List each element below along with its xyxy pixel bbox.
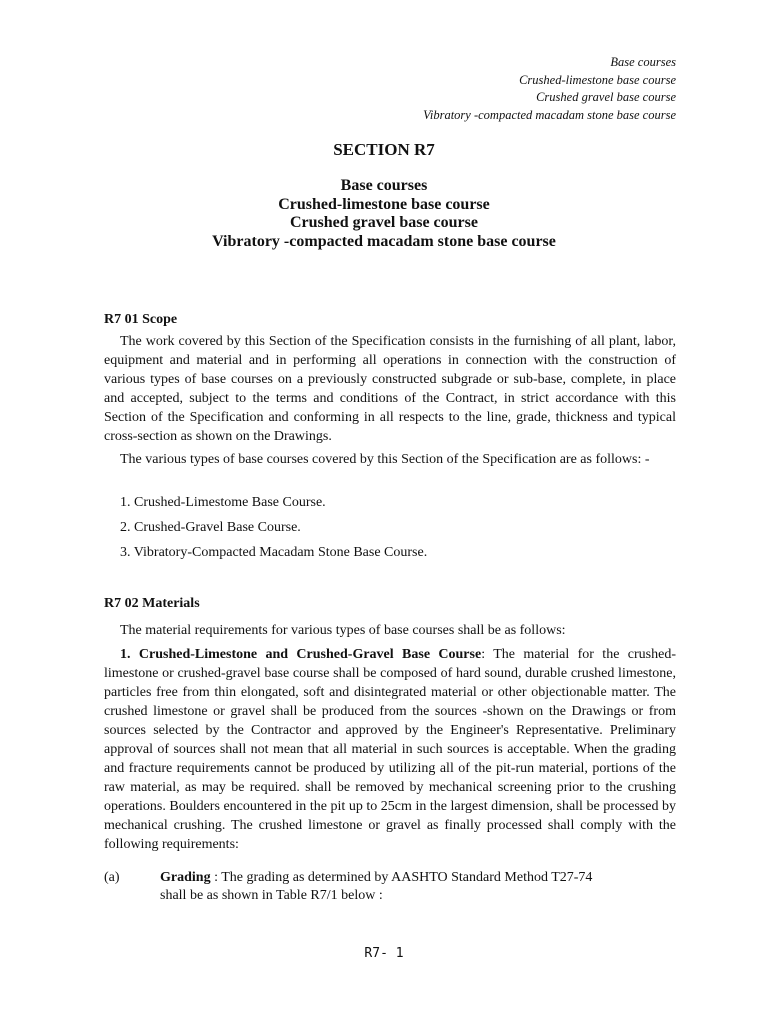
running-header-line: Crushed gravel base course <box>536 90 676 104</box>
running-header <box>423 54 676 124</box>
section-title: SECTION R7 <box>333 140 435 159</box>
grading-item <box>104 869 676 905</box>
scope-types-paragraph: The various types of base courses covered by this Section of the Specification are as follows: - <box>120 452 650 467</box>
section-subtitles <box>0 177 768 251</box>
scope-heading: R7 01 Scope <box>104 312 178 327</box>
grading-item-text: : The grading as determined by AASHTO Standard Method T27-74 <box>210 870 593 885</box>
grading-item-label: (a) <box>104 870 120 885</box>
materials-heading: R7 02 Materials <box>104 596 200 611</box>
section-subtitle: Base courses <box>340 177 428 194</box>
section-subtitle: Vibratory -compacted macadam stone base course <box>212 232 556 250</box>
materials-item-1 <box>104 645 676 854</box>
running-header-line: Base courses <box>610 55 676 69</box>
materials-item-1-lead: 1. Crushed-Limestone and Crushed-Gravel Base Course <box>120 647 482 662</box>
scope-body <box>104 332 676 446</box>
running-header-line: Crushed-limestone base course <box>519 72 676 87</box>
scope-types <box>104 450 676 469</box>
grading-item-lead: Grading <box>160 870 211 885</box>
materials-intro: The material requirements for various types of base courses shall be as follows: <box>120 623 566 638</box>
running-header-line: Vibratory -compacted macadam stone base course <box>423 107 676 122</box>
scope-paragraph: The work covered by this Section of the Specification consists in the furnishing of all plant, labor, equipment and material and in performing all operations in connection with the construction of various types of base courses on a previously constructed subgrade or sub-base, complete, in place and accepted, subject to the terms and conditions of the Contract, in strict accordance with this Section of the Specification and conforming in all respects to the line, grade, thickness and typical cross-section as shown on the Drawings. <box>104 334 676 444</box>
page-number: R7- 1 <box>364 946 404 961</box>
scope-list-item: 3. Vibratory-Compacted Macadam Stone Base Course. <box>120 545 428 560</box>
scope-list-item: 1. Crushed-Limestome Base Course. <box>120 495 326 510</box>
materials-item-1-text: : The material for the crushed-limestone or crushed-gravel base course shall be composed of hard sound, durable crushed limestone, particles free from thin elongated, soft and disintegrated material or other objectionable matter. The crushed limestone or gravel shall be produced from the sources -shown on the Drawings or from sources selected by the Contractor and approved by the Engineer's Representative. Preliminary approval of sources shall not mean that all material in such sources is acceptable. When the grading and fracture requirements cannot be produced by utilizing all of the pit-run material, portions of the raw material, as may be required. shall be removed by mechanical screening prior to the crushing operations. Boulders encountered in the pit up to 25cm in the largest dimension, shall be processed by mechanical crushing. The crushed limestone or gravel as finally processed shall comply with the following requirements: <box>104 647 676 852</box>
grading-item-text-continued: shall be as shown in Table R7/1 below : <box>160 888 383 903</box>
section-subtitle: Crushed gravel base course <box>290 214 478 231</box>
section-subtitle: Crushed-limestone base course <box>278 195 490 213</box>
scope-list-item: 2. Crushed-Gravel Base Course. <box>120 520 301 535</box>
